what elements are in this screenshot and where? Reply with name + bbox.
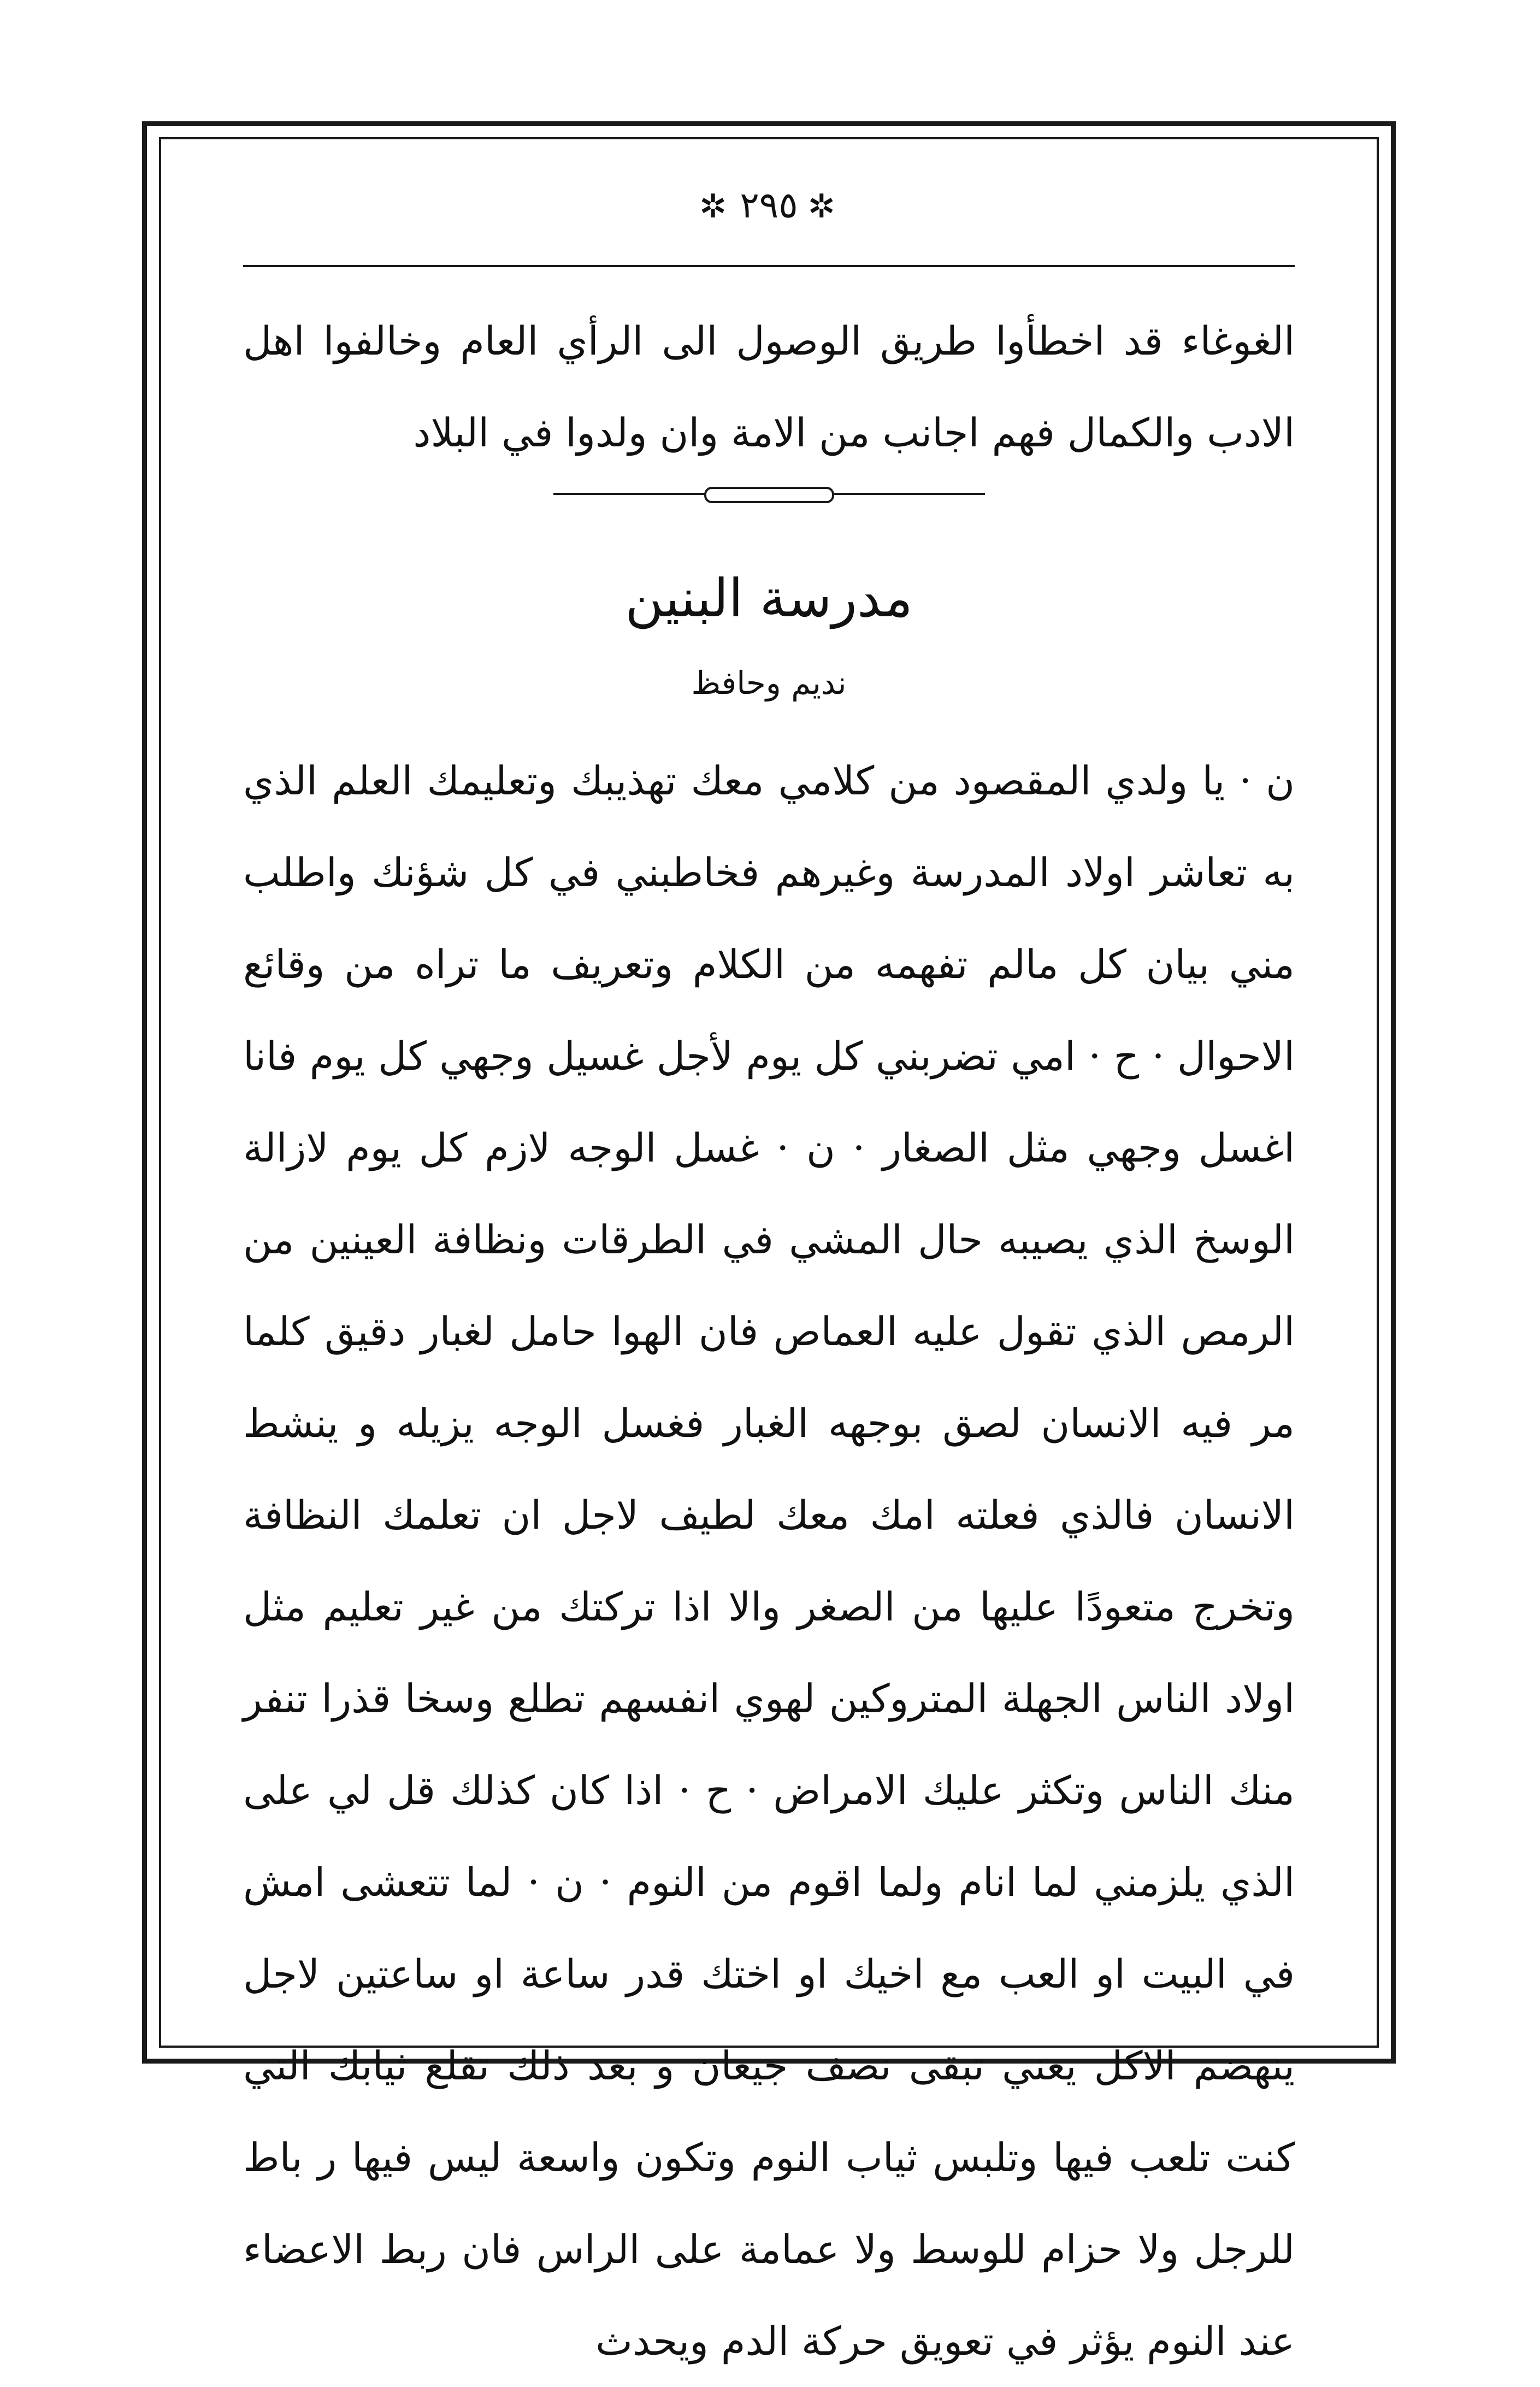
article-title: مدرسة البنين [625,568,913,629]
right-ornament-icon: ✲ [699,187,730,226]
divider-ornament-icon [704,487,834,503]
page-content [243,139,1295,2364]
page-number-header [243,184,1295,226]
section-divider [553,487,985,501]
page-frame-inner [159,137,1379,2364]
intro-text: الغوغاء قد اخطأوا طريق الوصول الى الرأي العام وخالفوا اهل الادب والكمال فهم اجانب من الامة وان ولدوا في البلاد [243,318,1295,456]
page-number: ٢٩٥ [740,184,798,226]
article-body [243,735,1295,2387]
article-byline: نديم وحافظ [691,664,847,702]
left-ornament-icon: ✲ [807,187,839,226]
header-rule [243,265,1295,267]
page-frame-outer [142,121,1396,2364]
intro-paragraph [243,295,1295,479]
article-body-text: ن · يا ولدي المقصود من كلامي معك تهذيبك وتعليمك العلم الذي به تعاشر اولاد المدرسة وغيرهم فخاطبني في كل شؤنك واطلب مني بيان كل مالم تفهمه من الكلام وتعريف ما تراه من وقائع الاحوال · ح · امي تضربني كل يوم لأجل غسيل وجهي كل يوم فانا اغسل وجهي مثل الصغار · ن · غسل الوجه لازم كل يوم لازالة الوسخ الذي يصيبه حال المشي في الطرقات ونظافة العينين من الرمص الذي تقول عليه العماص فان الهوا حامل لغبار دقيق كلما مر فيه الانسان لصق بوجهه الغبار فغسل الوجه يزيله و ينشط الانسان فالذي فعلته امك معك لطيف لاجل ان تعلمك النظافة وتخرج متعودًا عليها من الصغر والا اذا تركتك من غير تعليم مثل اولاد الناس الجهلة المتروكين لهوي انفسهم تطلع وسخا قذرا تنفر منك الناس وتكثر عليك الامراض · ح · اذا كان كذلك قل لي على الذي يلزمني لما انام ولما اقوم من النوم · ن · لما تتعشى امش في البيت او العب مع اخيك او اختك قدر ساعة او ساعتين لاجل ينهضم الاكل يعني تبقى نصف جيعان و بعد ذلك تقلع ثيابك التي كنت تلعب فيها وتلبس ثياب النوم وتكون واسعة ليس فيها ر باط للرجل ولا حزام للوسط ولا عمامة على الراس فان ربط الاعضاء عند النوم يؤثر في تعويق حركة الدم ويحدث [243,758,1295,2364]
